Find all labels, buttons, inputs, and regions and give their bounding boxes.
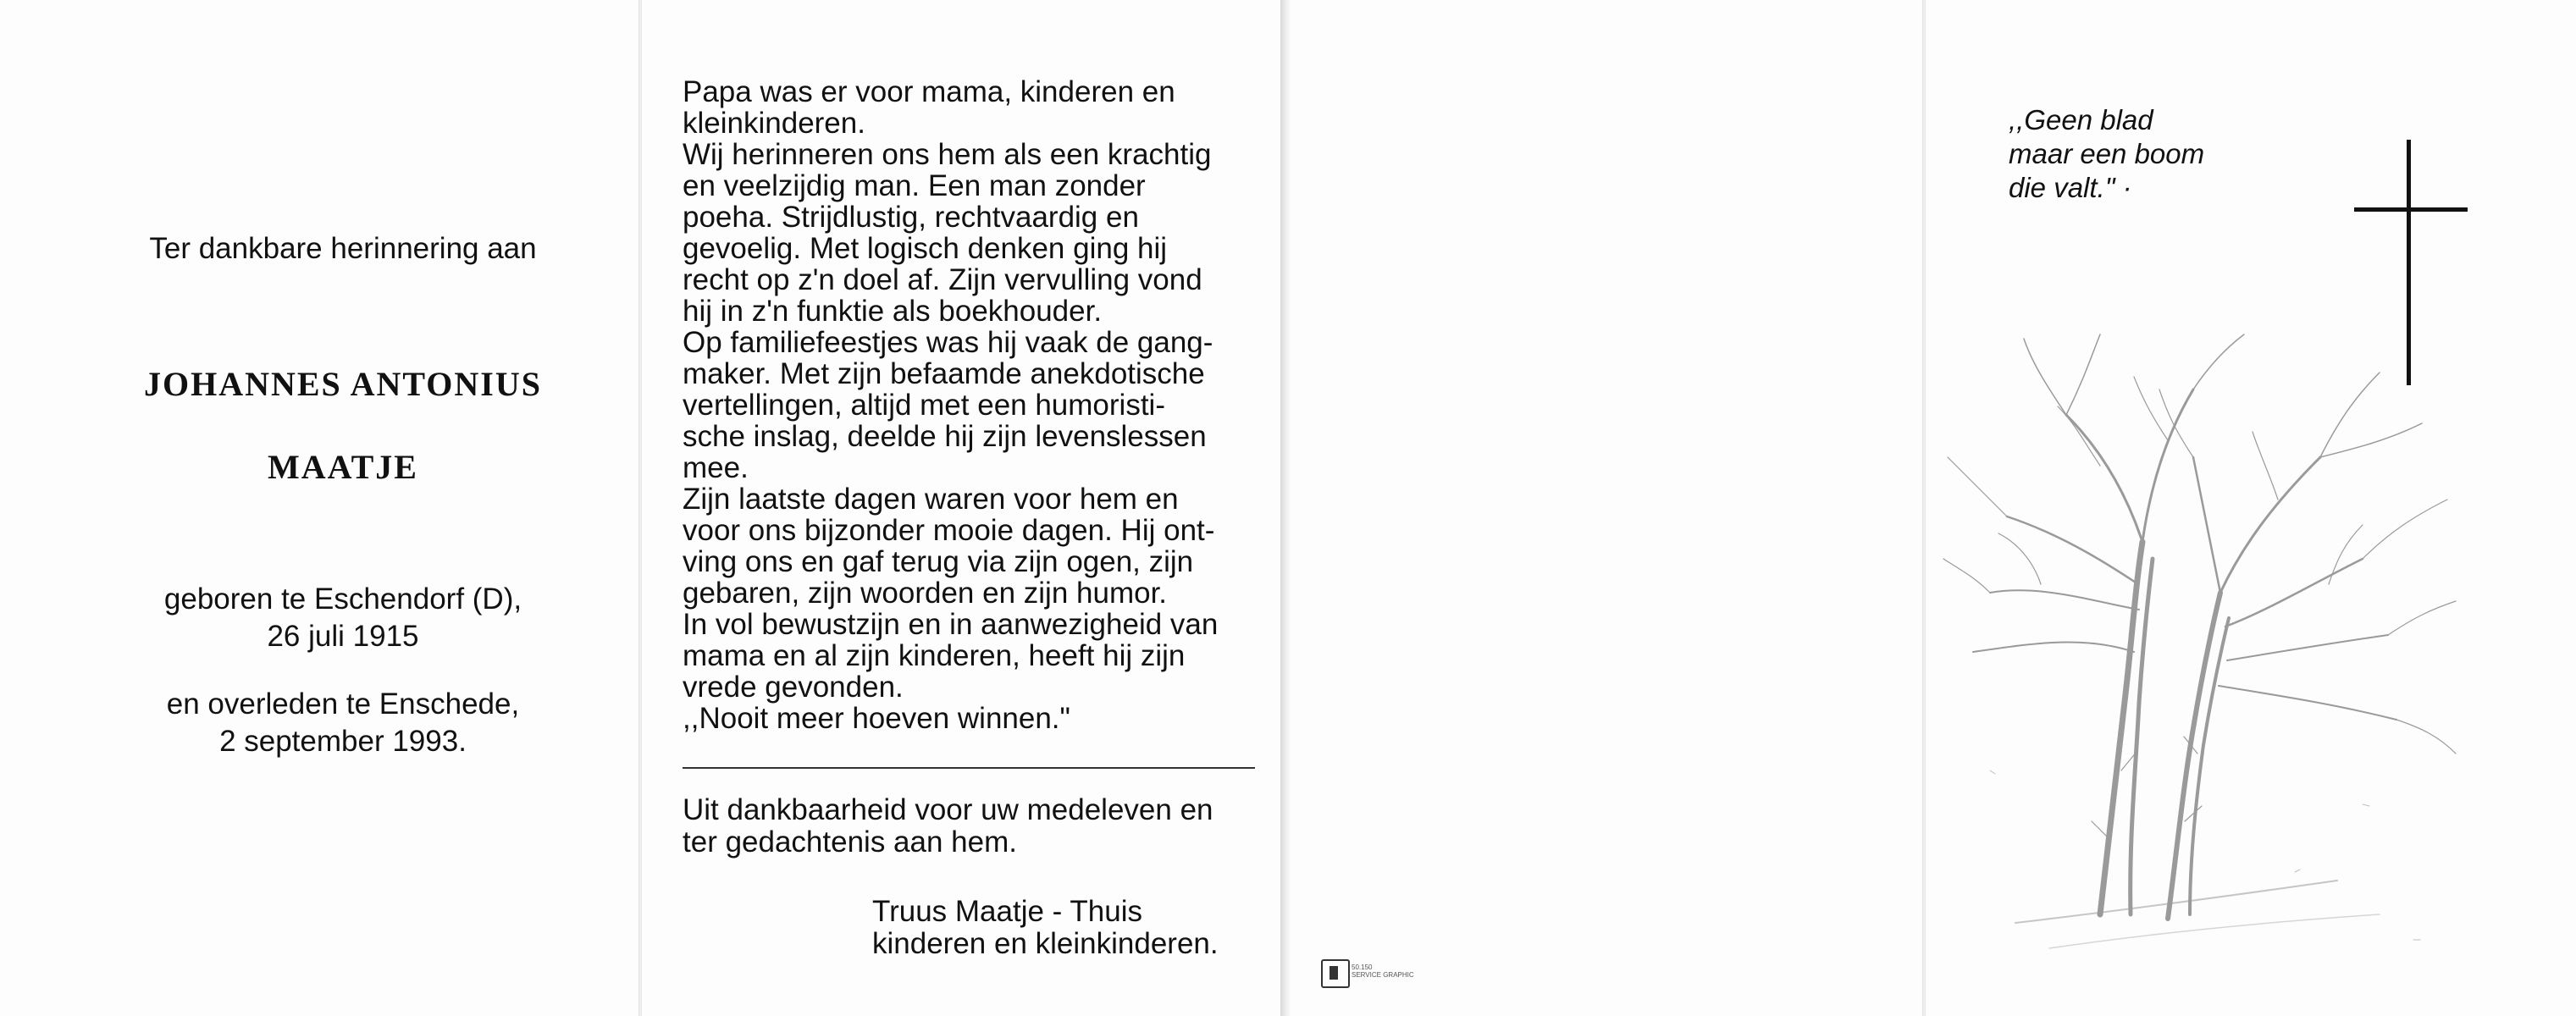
deceased-first-names	[51, 364, 635, 404]
bio-line: recht op z'n doel af. Zijn vervulling vond	[683, 263, 1202, 296]
printer-code	[1352, 964, 1414, 979]
remembrance-intro	[51, 230, 635, 268]
cross-horizontal-bar	[2354, 207, 2468, 212]
birth-info	[51, 581, 635, 655]
bio-line: en veelzijdig man. Een man zonder	[683, 169, 1146, 202]
surname: MAATJE	[268, 448, 418, 486]
bio-line: Wij herinneren ons hem als een krachtig	[683, 138, 1212, 171]
thanks-text	[683, 794, 1255, 859]
first-names: JOHANNES ANTONIUS	[143, 365, 543, 403]
death-place: en overleden te Enschede,	[166, 687, 520, 721]
bio-line: Zijn laatste dagen waren voor hem en	[683, 483, 1179, 516]
bio-line: ving ons en gaf terug via zijn ogen, zijn	[683, 545, 1194, 578]
bio-line: Papa was er voor mama, kinderen en	[683, 75, 1175, 108]
separator-rule	[683, 767, 1255, 769]
death-date: 2 september 1993.	[219, 725, 467, 758]
family-signature	[872, 896, 1219, 960]
intro-text: Ter dankbare herinnering aan	[149, 232, 537, 265]
card-fold-line	[638, 0, 642, 1016]
printer-logo-icon	[1321, 959, 1350, 988]
bio-line: vrede gevonden.	[683, 671, 904, 704]
print-sub: SERVICE GRAPHIC	[1352, 971, 1414, 979]
quote-line: die valt." ·	[2009, 172, 2132, 203]
death-info	[51, 686, 635, 760]
quote-line: ,,Geen blad	[2009, 104, 2153, 135]
thanks-line: ter gedachtenis aan hem.	[683, 826, 1017, 859]
bio-line: sche inslag, deelde hij zijn levenslessen	[683, 420, 1207, 453]
print-code: 50.150	[1352, 964, 1373, 971]
bio-line: gevoelig. Met logisch denken ging hij	[683, 232, 1168, 265]
bio-line: poeha. Strijdlustig, rechtvaardig en	[683, 201, 1139, 234]
bio-line: mee.	[683, 451, 749, 484]
deceased-surname	[51, 447, 635, 487]
biography-text	[683, 76, 1255, 734]
card-fold-line-right	[1922, 0, 1926, 1016]
bio-line: ,,Nooit meer hoeven winnen."	[683, 702, 1070, 735]
bio-line: gebaren, zijn woorden en zijn humor.	[683, 577, 1168, 610]
signature-line: Truus Maatje - Thuis	[872, 895, 1142, 928]
bio-line: maker. Met zijn befaamde anekdotische	[683, 357, 1205, 390]
bio-line: kleinkinderen.	[683, 107, 865, 140]
bio-line: hij in z'n funktie als boekhouder.	[683, 295, 1103, 328]
birth-date: 26 juli 1915	[267, 620, 419, 653]
bio-line: mama en al zijn kinderen, heeft hij zijn	[683, 639, 1186, 672]
bio-line: Op familiefeestjes was hij vaak de gang-	[683, 326, 1213, 359]
quote-text	[2009, 103, 2313, 205]
bio-line: vertellingen, altijd met een humoristi-	[683, 389, 1165, 422]
bio-line: In vol bewustzijn en in aanwezigheid van	[683, 608, 1219, 641]
thanks-line: Uit dankbaarheid voor uw medeleven en	[683, 793, 1213, 826]
birth-place: geboren te Eschendorf (D),	[163, 583, 522, 616]
quote-line: maar een boom	[2009, 138, 2205, 169]
bare-trees-illustration	[1939, 330, 2464, 991]
card-edge-shadow	[1280, 0, 1292, 1016]
bio-line: voor ons bijzonder mooie dagen. Hij ont-	[683, 514, 1215, 547]
signature-line: kinderen en kleinkinderen.	[872, 927, 1219, 960]
